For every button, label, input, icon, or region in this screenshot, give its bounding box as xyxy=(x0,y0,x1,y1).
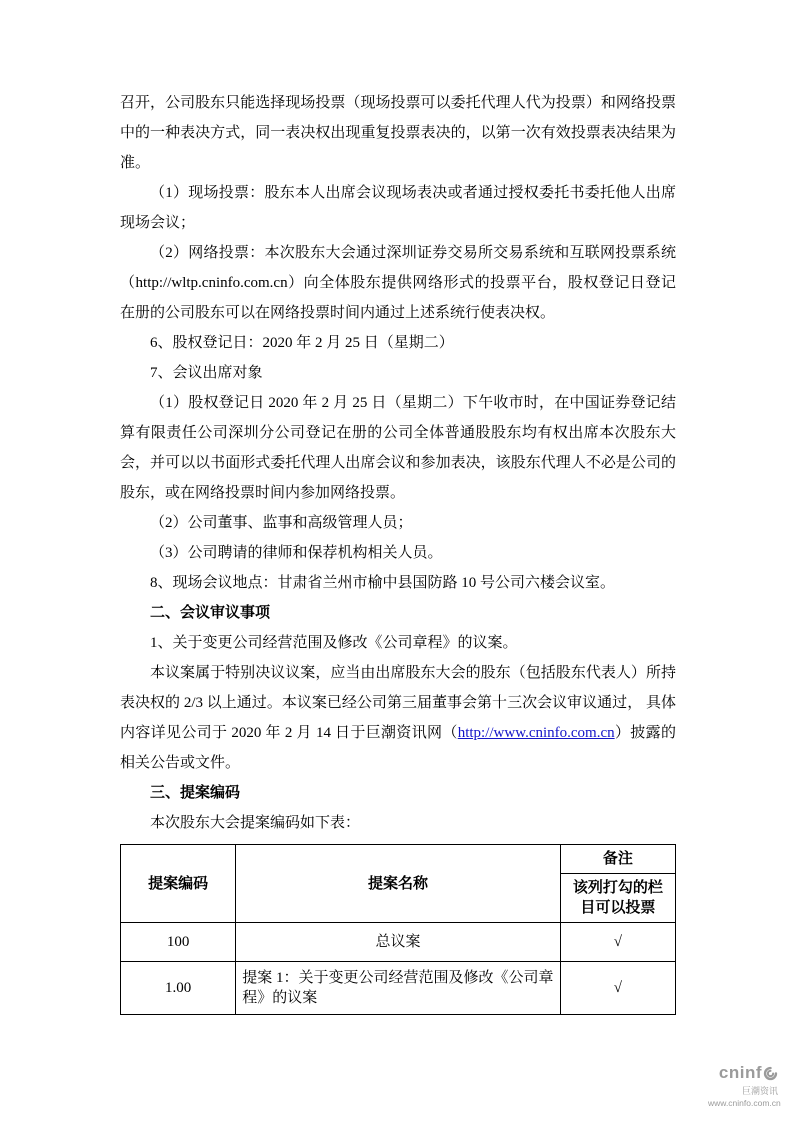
paragraph-attendees-title: 7、会议出席对象 xyxy=(150,365,263,381)
header-note-description: 该列打勾的栏目可以投票 xyxy=(560,874,675,923)
cninfo-logo-url: www.cninfo.com.cn xyxy=(708,1098,781,1108)
cninfo-logo-text: cninf xyxy=(718,1063,762,1082)
cell-vote-check: √ xyxy=(560,923,675,962)
paragraph-special-resolution xyxy=(120,658,676,778)
cninfo-logo xyxy=(708,1063,781,1108)
paragraph-onsite-voting: （1）现场投票：股东本人出席会议现场表决或者通过授权委托书委托他人出席现场会议； xyxy=(120,185,676,231)
cninfo-logo-chinese: 巨潮资讯 xyxy=(741,1086,778,1096)
paragraph-attendee-1: （1）股权登记日 2020 年 2 月 25 日（星期二）下午收市时，在中国证券登记结算有限责任公司深圳分公司登记在册的公司全体普通股股东均有权出席本次股东大会，并可以以书面形式委托代理人出席会议和参加表决，该股东代理人不必是公司的股东，或在网络投票时间内参加网络投票。 xyxy=(120,395,676,501)
paragraph-venue: 8、现场会议地点：甘肃省兰州市榆中县国防路 10 号公司六楼会议室。 xyxy=(150,575,616,591)
header-proposal-name: 提案名称 xyxy=(236,845,560,923)
special-resolution-text-pre: 本议案属于特别决议议案，应当由出席股东大会的股东（包括股东代表人）所持表决权的 2/3 以上通过。本议案已经公司第三届董事会第十三次会议审议通过， 具体内容详见公司于 2020 年 2 月 14 日于巨潮资讯网（ xyxy=(120,665,676,741)
document-body xyxy=(120,88,676,1015)
header-note: 备注 xyxy=(560,845,675,874)
cninfo-link[interactable]: http://www.cninfo.com.cn xyxy=(457,725,615,741)
cninfo-logo-wordmark xyxy=(708,1063,778,1083)
section-heading-proposal-codes: 三、提案编码 xyxy=(150,785,241,801)
paragraph-record-date: 6、股权登记日：2020 年 2 月 25 日（星期二） xyxy=(150,335,454,351)
cell-vote-check: √ xyxy=(560,962,675,1015)
cell-name: 总议案 xyxy=(236,923,560,962)
paragraph-voting-intro: 召开，公司股东只能选择现场投票（现场投票可以委托代理人代为投票）和网络投票中的一种表决方式，同一表决权出现重复投票表决的，以第一次有效投票表决结果为准。 xyxy=(120,95,676,171)
section-heading-review-items: 二、会议审议事项 xyxy=(150,605,271,621)
table-header-row xyxy=(121,845,676,874)
paragraph-proposal-item: 1、关于变更公司经营范围及修改《公司章程》的议案。 xyxy=(150,635,518,651)
cell-code: 100 xyxy=(121,923,236,962)
cell-name: 提案 1：关于变更公司经营范围及修改《公司章程》的议案 xyxy=(236,962,560,1015)
paragraph-table-intro: 本次股东大会提案编码如下表： xyxy=(150,815,361,831)
paragraph-attendee-2: （2）公司董事、监事和高级管理人员； xyxy=(150,515,413,531)
table-row xyxy=(121,923,676,962)
paragraph-online-voting: （2）网络投票：本次股东大会通过深圳证券交易所交易系统和互联网投票系统 （http://wltp.cninfo.com.cn）向全体股东提供网络形式的投票平台，股权登记日登记在册的公司股东可以在网络投票时间内通过上述系统行使表决权。 xyxy=(120,245,676,321)
cninfo-swirl-icon xyxy=(763,1066,778,1081)
cell-code: 1.00 xyxy=(121,962,236,1015)
table-row xyxy=(121,962,676,1015)
proposal-table xyxy=(120,844,676,1015)
special-resolution-text-post: ）披露的相关公告或文件。 xyxy=(120,725,676,771)
paragraph-attendee-3: （3）公司聘请的律师和保荐机构相关人员。 xyxy=(150,545,443,561)
header-proposal-code: 提案编码 xyxy=(121,845,236,923)
